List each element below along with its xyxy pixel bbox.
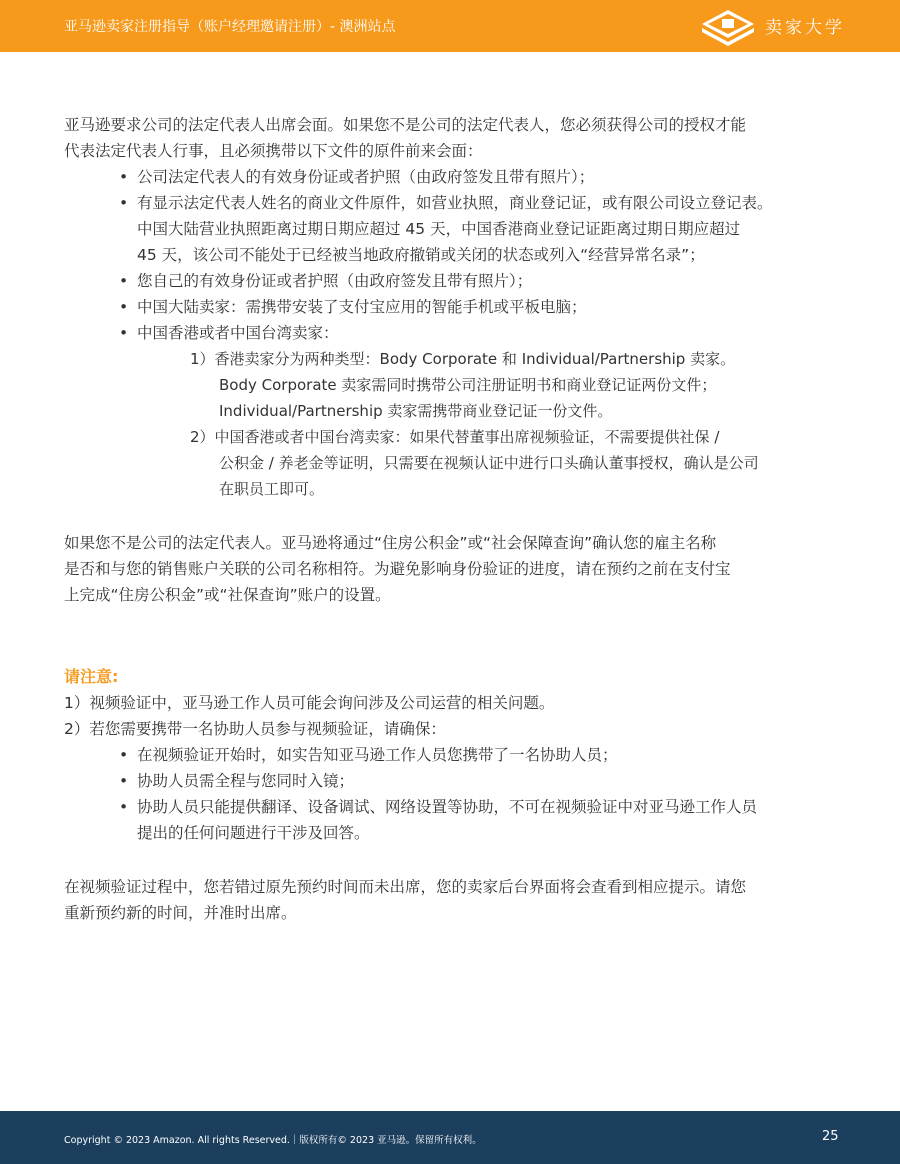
list-item: • 公司法定代表人的有效身份证或者护照（由政府签发且带有照片）； — [119, 164, 854, 190]
list-item: • 协助人员只能提供翻译、设备调试、网络设置等协助，不可在视频验证中对亚马逊工作人员 提出的任何问题进行干涉及回答。 — [119, 794, 854, 846]
header-title: 亚马逊卖家注册指导（账户经理邀请注册）- 澳洲站点 — [64, 19, 396, 35]
main-content — [64, 112, 854, 926]
page-footer — [0, 1111, 900, 1164]
list-item: • 在视频验证开始时，如实告知亚马逊工作人员您携带了一名协助人员； — [119, 742, 854, 768]
list-item: • 有显示法定代表人姓名的商业文件原件，如营业执照，商业登记证，或有限公司设立登记表。 中国大陆营业执照距离过期日期应超过 45 天，中国香港商业登记证距离过期日期应超过 45 天，该公司不能处于已经被当地政府撤销或关闭的状态或列入“经营异常名录”； — [119, 190, 854, 268]
page-number: 25 — [822, 1129, 839, 1144]
note-list — [64, 742, 854, 846]
note-title: 请注意: — [64, 667, 119, 686]
intro-paragraph: 亚马逊要求公司的法定代表人出席会面。如果您不是公司的法定代表人，您必须获得公司的授权才能 代表法定代表人行事，且必须携带以下文件的原件前来会面： — [64, 116, 747, 160]
logo-text: 卖家大学 — [765, 18, 845, 38]
sub-item-continuation: Body Corporate 卖家需同时携带公司注册证明书和商业登记证两份文件； Individual/Partnership 卖家需携带商业登记证一份文件。 — [219, 376, 717, 420]
list-item: • 中国香港或者中国台湾卖家： — [119, 320, 854, 346]
sub-item-continuation: 公积金 / 养老金等证明，只需要在视频认证中进行口头确认董事授权，确认是公司 在职员工即可。 — [219, 454, 759, 498]
book-icon — [698, 6, 758, 46]
page-header — [0, 0, 900, 52]
list-item: • 中国大陆卖家：需携带安装了支付宝应用的智能手机或平板电脑； — [119, 294, 854, 320]
note-item: 1）视频验证中，亚马逊工作人员可能会询问涉及公司运营的相关问题。 — [64, 694, 555, 712]
document-list — [64, 164, 854, 346]
paragraph: 如果您不是公司的法定代表人。亚马逊将通过“住房公积金”或“社会保障查询”确认您的雇主名称 是否和与您的销售账户关联的公司名称相符。为避免影响身份验证的进度，请在预约之前在支付宝 上完成“住房公积金”或“社保查询”账户的设置。 — [64, 534, 731, 604]
sub-item: 1）香港卖家分为两种类型：Body Corporate 和 Individual/Partnership 卖家。 — [190, 350, 736, 368]
closing-paragraph: 在视频验证过程中，您若错过原先预约时间而未出席，您的卖家后台界面将会查看到相应提示。请您 重新预约新的时间，并准时出席。 — [64, 878, 747, 922]
copyright-text: Copyright © 2023 Amazon. All rights Reserved.｜版权所有© 2023 亚马逊。保留所有权利。 — [64, 1135, 482, 1146]
list-item: • 您自己的有效身份证或者护照（由政府签发且带有照片）； — [119, 268, 854, 294]
list-item: • 协助人员需全程与您同时入镜； — [119, 768, 854, 794]
sub-item: 2）中国香港或者中国台湾卖家：如果代替董事出席视频验证，不需要提供社保 / — [190, 428, 720, 446]
note-item: 2）若您需要携带一名协助人员参与视频验证，请确保： — [64, 720, 446, 738]
